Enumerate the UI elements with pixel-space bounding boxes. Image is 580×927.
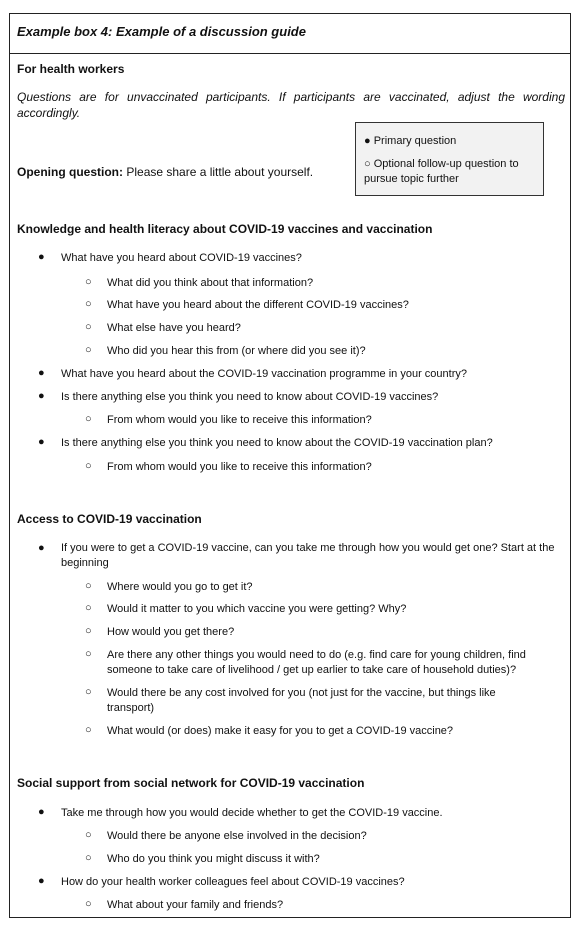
question-followup: What did you think about that information?: [107, 277, 314, 289]
audience-heading: For health workers: [17, 62, 125, 76]
question-primary: What have you heard about COVID-19 vaccines?: [61, 252, 302, 264]
intro-text: Questions are for unvaccinated participants. If participants are vaccinated, adjust the wording accordingly.: [17, 90, 565, 120]
hollow-bullet-icon: ○: [85, 625, 92, 637]
hollow-bullet-icon: ○: [85, 898, 92, 910]
question-followup: Where would you go to get it?: [107, 581, 253, 593]
question-followup: Who did you hear this from (or where did you see it)?: [107, 345, 366, 357]
legend-primary: [364, 134, 456, 149]
legend-primary-label: Primary question: [373, 135, 457, 147]
box-title: Example box 4: Example of a discussion guide: [17, 24, 306, 39]
legend-box: [355, 122, 544, 196]
opening-label: Opening question:: [17, 165, 123, 179]
question-primary: Is there anything else you think you need to know about COVID-19 vaccines?: [61, 391, 439, 403]
question-followup: Would there be any cost involved for you (not just for the vaccine, but things like transport): [107, 687, 496, 714]
question-followup: Would there be anyone else involved in the decision?: [107, 830, 367, 842]
hollow-bullet-icon: ○: [85, 686, 92, 698]
hollow-bullet-icon: ○: [85, 648, 92, 660]
question-primary: Is there anything else you think you need to know about the COVID-19 vaccination plan?: [61, 437, 493, 449]
question-primary: Take me through how you would decide whether to get the COVID-19 vaccine.: [61, 807, 443, 819]
filled-bullet-icon: ●: [38, 251, 45, 263]
hollow-bullet-icon: ○: [85, 276, 92, 288]
filled-bullet-icon: ●: [364, 135, 371, 147]
question-followup: What have you heard about the different COVID-19 vaccines?: [107, 299, 409, 311]
filled-bullet-icon: ●: [38, 542, 45, 554]
section-heading-social-support: Social support from social network for COVID-19 vaccination: [17, 776, 365, 790]
hollow-bullet-icon: ○: [85, 852, 92, 864]
question-primary: What have you heard about the COVID-19 vaccination programme in your country?: [61, 368, 467, 380]
hollow-bullet-icon: ○: [85, 298, 92, 310]
filled-bullet-icon: ●: [38, 436, 45, 448]
section-heading-access: Access to COVID-19 vaccination: [17, 512, 202, 526]
question-primary: How do your health worker colleagues feel about COVID-19 vaccines?: [61, 876, 405, 888]
question-primary: If you were to get a COVID-19 vaccine, can you take me through how you would get one? Start at the beginning: [61, 542, 555, 569]
hollow-bullet-icon: ○: [85, 602, 92, 614]
question-followup: From whom would you like to receive this information?: [107, 461, 372, 473]
question-followup: From whom would you like to receive this information?: [107, 414, 372, 426]
legend-optional: [364, 157, 540, 187]
hollow-bullet-icon: ○: [85, 580, 92, 592]
section-heading-knowledge: Knowledge and health literacy about COVID-19 vaccines and vaccination: [17, 222, 433, 236]
hollow-bullet-icon: ○: [364, 158, 371, 170]
question-followup: Are there any other things you would need to do (e.g. find care for young children, find someone to take care of livelihood / get up earlier to take care of household duties)?: [107, 649, 526, 676]
legend-optional-label: Optional follow-up question to pursue topic further: [364, 158, 519, 185]
hollow-bullet-icon: ○: [85, 321, 92, 333]
question-followup: What else have you heard?: [107, 322, 241, 334]
question-followup: How would you get there?: [107, 626, 235, 638]
discussion-guide-box: [9, 13, 571, 918]
question-followup: Who do you think you might discuss it with?: [107, 853, 320, 865]
question-followup: What would (or does) make it easy for you to get a COVID-19 vaccine?: [107, 725, 454, 737]
hollow-bullet-icon: ○: [85, 344, 92, 356]
hollow-bullet-icon: ○: [85, 829, 92, 841]
hollow-bullet-icon: ○: [85, 460, 92, 472]
hollow-bullet-icon: ○: [85, 724, 92, 736]
opening-question: [17, 164, 313, 180]
hollow-bullet-icon: ○: [85, 413, 92, 425]
question-followup: What about your family and friends?: [107, 899, 284, 911]
filled-bullet-icon: ●: [38, 806, 45, 818]
filled-bullet-icon: ●: [38, 367, 45, 379]
filled-bullet-icon: ●: [38, 390, 45, 402]
title-row: [10, 14, 570, 54]
filled-bullet-icon: ●: [38, 875, 45, 887]
opening-text: Please share a little about yourself.: [126, 165, 314, 179]
question-followup: Would it matter to you which vaccine you were getting? Why?: [107, 603, 407, 615]
